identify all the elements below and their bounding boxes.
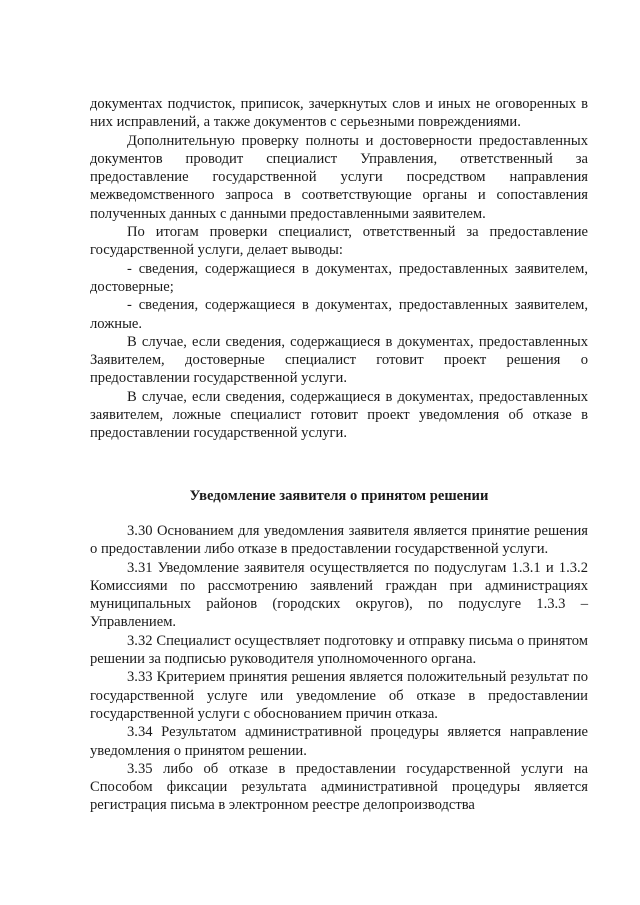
- paragraph-3-35: 3.35 либо об отказе в предоставлении государственной услуги на Способом фиксации результата административной процедуры является регистрация письма в электронном реестре делопроизводства: [90, 760, 588, 814]
- paragraph-conclusion-false: - сведения, содержащиеся в документах, предоставленных заявителем, ложные.: [90, 297, 588, 332]
- paragraph-conclusion-true: - сведения, содержащиеся в документах, предоставленных заявителем, достоверные;: [90, 260, 588, 295]
- paragraph-3-33: 3.33 Критерием принятия решения является положительный результат по государственной услуге или уведомление об отказе в предоставлении государственной услуги с обоснованием причин отказа.: [90, 669, 588, 722]
- paragraph-case-true: В случае, если сведения, содержащиеся в документах, предоставленных Заявителем, достоверные специалист готовит проект решения о предоставлении государственной услуги.: [90, 333, 588, 387]
- paragraph-3-34: 3.34 Результатом административной процедуры является направление уведомления о принятом решении.: [90, 724, 588, 759]
- section-heading: Уведомление заявителя о принятом решении: [189, 488, 489, 504]
- paragraph-3-30: 3.30 Основанием для уведомления заявителя является принятие решения о предоставлении либо отказе в предоставлении государственной услуги.: [90, 523, 588, 558]
- paragraph-case-false: В случае, если сведения, содержащиеся в документах, предоставленных заявителем, ложные специалист готовит проект уведомления об отказе в предоставлении государственной услуги.: [90, 388, 588, 442]
- text-block-bottom: [90, 522, 588, 815]
- paragraph-3-32: 3.32 Специалист осуществляет подготовку и отправку письма о принятом решении за подписью руководителя уполномоченного органа.: [90, 632, 588, 668]
- paragraph-3-31: 3.31 Уведомление заявителя осуществляется по подуслугам 1.3.1 и 1.3.2 Комиссиями по рассмотрению заявлений граждан при администрациях муниципальных районов (городских округов), по подуслуге 1.3.3 – Управлением.: [90, 559, 588, 631]
- paragraph-additional-check: Дополнительную проверку полноты и достоверности предоставленных документов проводит специалист Управления, ответственный за предоставление государственной услуги посредством направления межведомственного запроса в соответствующие органы и сопоставления полученных данных с данными предоставленными заявителем.: [90, 132, 588, 222]
- text-block-top: [90, 95, 588, 443]
- paragraph-check-results: По итогам проверки специалист, ответственный за предоставление государственной услуги, делает выводы:: [90, 224, 588, 259]
- paragraph-continuation: документах подчисток, приписок, зачеркнутых слов и иных не оговоренных в них исправлений, а также документов с серьезными повреждениями.: [90, 96, 588, 131]
